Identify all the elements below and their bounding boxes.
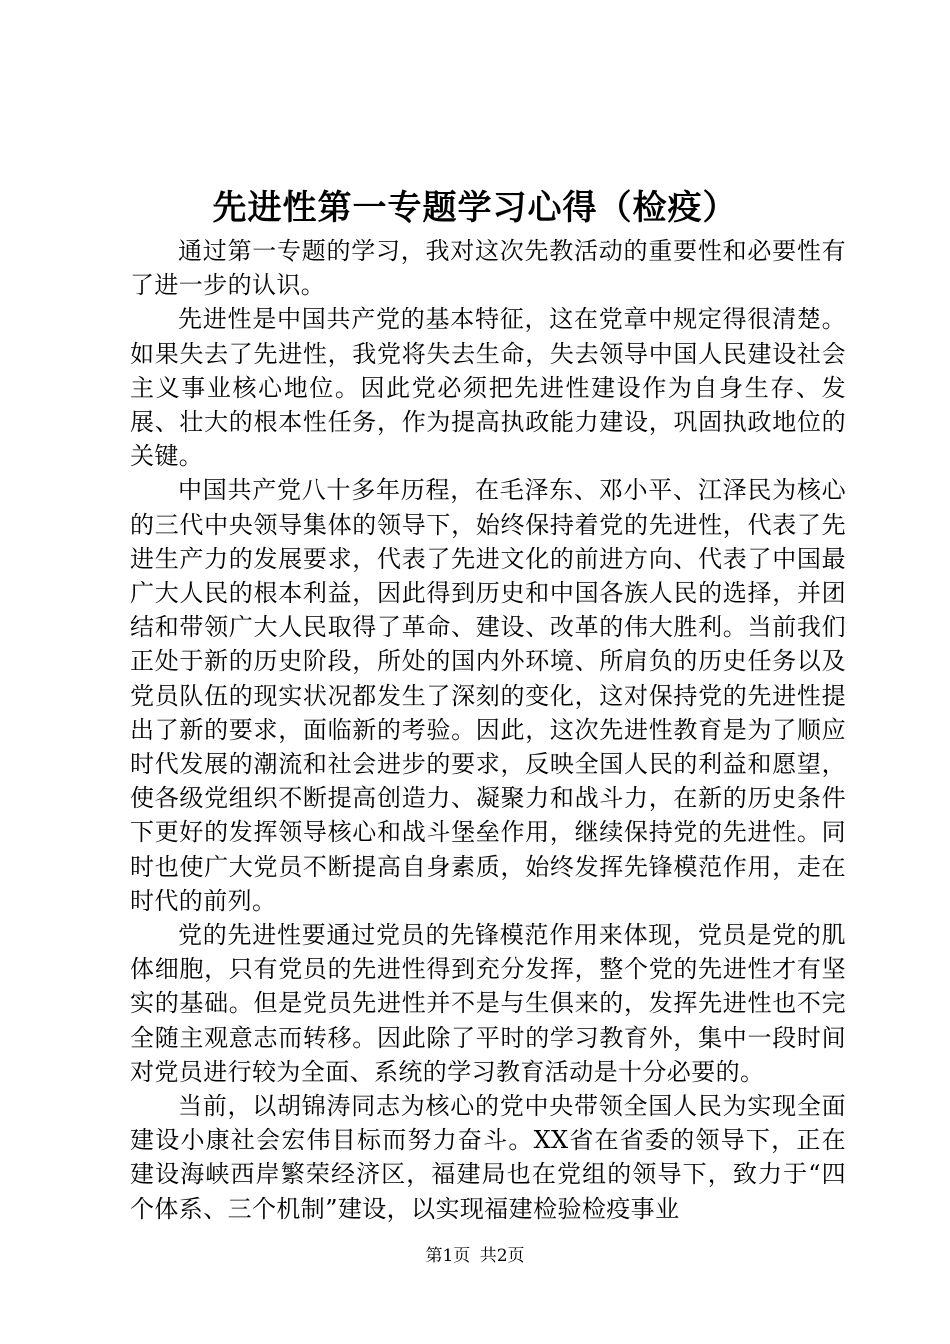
paragraph-5: 当前，以胡锦涛同志为核心的党中央带领全国人民为实现全面建设小康社会宏伟目标而努力奋斗。XX省在省委的领导下，正在建设海峡西岸繁荣经济区，福建局也在党组的领导下，致力于“四个体系、三个机制”建设，以实现福建检验检疫事业 [130,1092,846,1223]
page-number: 第1页 [425,1246,471,1266]
paragraph-4: 党的先进性要通过党员的先锋模范作用来体现，党员是党的肌体细胞，只有党员的先进性得到充分发挥，整个党的先进性才有坚实的基础。但是党员先进性并不是与生俱来的，发挥先进性也不完全随主观意志而转移。因此除了平时的学习教育外，集中一段时间对党员进行较为全面、系统的学习教育活动是十分必要的。 [130,921,846,1086]
page-footer [0,1244,950,1268]
document-title: 先进性第一专题学习心得（检疫） [212,188,738,228]
paragraph-3: 中国共产党八十多年历程，在毛泽东、邓小平、江泽民为核心的三代中央领导集体的领导下，始终保持着党的先进性，代表了先进生产力的发展要求，代表了先进文化的前进方向、代表了中国最广大人民的根本利益，因此得到历史和中国各族人民的选择，并团结和带领广大人民取得了革命、建设、改革的伟大胜利。当前我们正处于新的历史阶段，所处的国内外环境、所肩负的历史任务以及党员队伍的现实状况都发生了深刻的变化，这对保持党的先进性提出了新的要求，面临新的考验。因此，这次先进性教育是为了顺应时代发展的潮流和社会进步的要求，反映全国人民的利益和愿望，使各级党组织不断提高创造力、凝聚力和战斗力，在新的历史条件下更好的发挥领导核心和战斗堡垒作用，继续保持党的先进性。同时也使广大党员不断提高自身素质，始终发挥先锋模范作用，走在时代的前列。 [130,476,846,915]
page-total: 共2页 [479,1246,525,1266]
paragraph-2: 先进性是中国共产党的基本特征，这在党章中规定得很清楚。如果失去了先进性，我党将失去生命，失去领导中国人民建设社会主义事业核心地位。因此党必须把先进性建设作为自身生存、发展、壮大的根本性任务，作为提高执政能力建设，巩固执政地位的关键。 [130,305,846,471]
paragraph-1: 通过第一专题的学习，我对这次先教活动的重要性和必要性有了进一步的认识。 [130,237,846,300]
document-body [130,234,846,1226]
